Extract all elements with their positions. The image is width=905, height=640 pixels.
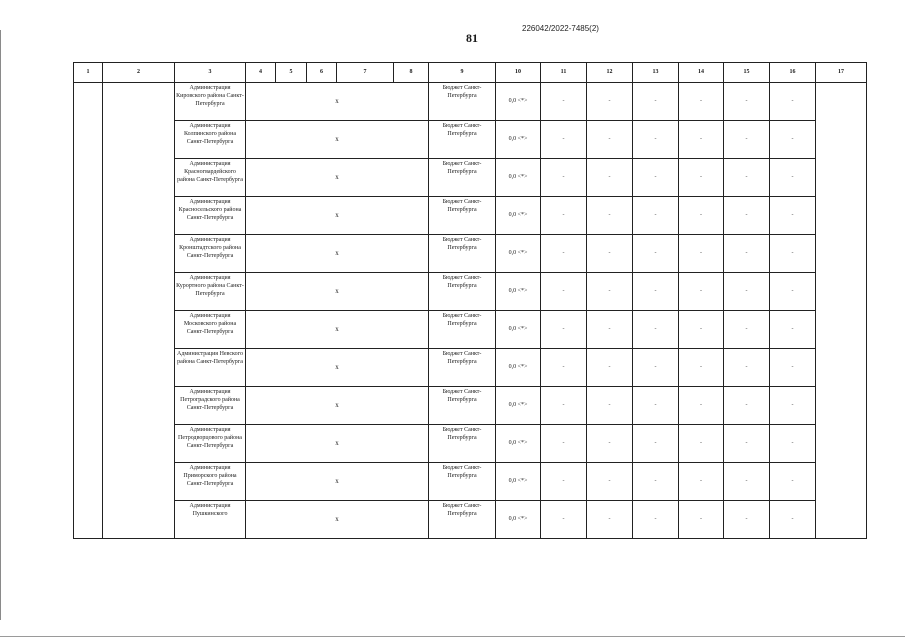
table-row: [74, 311, 867, 349]
col-header: 17: [816, 63, 867, 83]
cell-col16: -: [770, 425, 816, 463]
administration-name: Администрация Колпинского района Санкт-Петербурга: [175, 121, 246, 159]
page-number: 81: [466, 31, 478, 45]
administration-name: Администрация Приморского района Санкт-Петербурга: [175, 463, 246, 501]
cell-col15: -: [724, 425, 770, 463]
cell-col12: -: [587, 387, 633, 425]
cell-col16: -: [770, 349, 816, 387]
administration-name: Администрация Петроградского района Санкт-Петербурга: [175, 387, 246, 425]
col-header: 14: [679, 63, 724, 83]
header-row: [74, 63, 867, 83]
administration-name: Администрация Кронштадтского района Санкт-Петербурга: [175, 235, 246, 273]
x-mark: x: [246, 349, 429, 387]
col-header: 4: [246, 63, 276, 83]
col-header: 7: [337, 63, 394, 83]
x-mark: x: [246, 197, 429, 235]
administration-name: Администрация Красногвардейского района Санкт-Петербурга: [175, 159, 246, 197]
col2-merged-cell: [103, 83, 175, 539]
col-header: 5: [276, 63, 307, 83]
amount-value: 0,0 <*>: [496, 197, 541, 235]
cell-col14: -: [679, 159, 724, 197]
cell-col13: -: [633, 425, 679, 463]
cell-col13: -: [633, 349, 679, 387]
cell-col13: -: [633, 235, 679, 273]
amount-value: 0,0 <*>: [496, 311, 541, 349]
scan-bottom-border: [0, 636, 905, 637]
cell-col12: -: [587, 273, 633, 311]
cell-col15: -: [724, 235, 770, 273]
col-header: 2: [103, 63, 175, 83]
cell-col15: -: [724, 121, 770, 159]
cell-col11: -: [541, 425, 587, 463]
x-mark: x: [246, 463, 429, 501]
cell-col13: -: [633, 311, 679, 349]
x-mark: x: [246, 501, 429, 539]
administration-name: Администрация Невского района Санкт-Петербурга: [175, 349, 246, 387]
cell-col15: -: [724, 197, 770, 235]
x-mark: x: [246, 121, 429, 159]
col-header: 10: [496, 63, 541, 83]
cell-col12: -: [587, 159, 633, 197]
cell-col15: -: [724, 159, 770, 197]
amount-value: 0,0 <*>: [496, 501, 541, 539]
cell-col12: -: [587, 425, 633, 463]
table-row: [74, 273, 867, 311]
administration-name: Администрация Пушкинского: [175, 501, 246, 539]
cell-col12: -: [587, 463, 633, 501]
cell-col14: -: [679, 311, 724, 349]
cell-col16: -: [770, 83, 816, 121]
cell-col16: -: [770, 273, 816, 311]
funding-source: Бюджет Санкт-Петербурга: [429, 349, 496, 387]
cell-col14: -: [679, 83, 724, 121]
cell-col16: -: [770, 121, 816, 159]
x-mark: x: [246, 235, 429, 273]
cell-col16: -: [770, 197, 816, 235]
col-header: 6: [307, 63, 337, 83]
col-header: 13: [633, 63, 679, 83]
administration-name: Администрация Кировского района Санкт-Петербурга: [175, 83, 246, 121]
cell-col12: -: [587, 501, 633, 539]
amount-value: 0,0 <*>: [496, 235, 541, 273]
table-row: [74, 349, 867, 387]
cell-col16: -: [770, 387, 816, 425]
table-row: [74, 463, 867, 501]
col-header: 16: [770, 63, 816, 83]
col-header: 8: [394, 63, 429, 83]
cell-col13: -: [633, 159, 679, 197]
amount-value: 0,0 <*>: [496, 83, 541, 121]
cell-col15: -: [724, 387, 770, 425]
cell-col13: -: [633, 273, 679, 311]
administration-name: Администрация Петродворцового района Санкт-Петербурга: [175, 425, 246, 463]
table-row: [74, 235, 867, 273]
x-mark: x: [246, 425, 429, 463]
cell-col12: -: [587, 83, 633, 121]
col-header: 3: [175, 63, 246, 83]
cell-col13: -: [633, 83, 679, 121]
cell-col12: -: [587, 197, 633, 235]
document-id: 226042/2022-7485(2): [522, 24, 599, 33]
x-mark: x: [246, 83, 429, 121]
funding-source: Бюджет Санкт-Петербурга: [429, 197, 496, 235]
table-row: [74, 197, 867, 235]
cell-col11: -: [541, 311, 587, 349]
cell-col14: -: [679, 349, 724, 387]
cell-col11: -: [541, 387, 587, 425]
x-mark: x: [246, 273, 429, 311]
col-header: 12: [587, 63, 633, 83]
amount-value: 0,0 <*>: [496, 273, 541, 311]
cell-col14: -: [679, 197, 724, 235]
scan-left-border: [0, 30, 1, 620]
cell-col14: -: [679, 121, 724, 159]
funding-source: Бюджет Санкт-Петербурга: [429, 311, 496, 349]
cell-col13: -: [633, 121, 679, 159]
table-row: [74, 501, 867, 539]
funding-source: Бюджет Санкт-Петербурга: [429, 83, 496, 121]
administration-name: Администрация Курортного района Санкт-Петербурга: [175, 273, 246, 311]
cell-col15: -: [724, 463, 770, 501]
table-row: [74, 425, 867, 463]
cell-col13: -: [633, 197, 679, 235]
funding-source: Бюджет Санкт-Петербурга: [429, 235, 496, 273]
amount-value: 0,0 <*>: [496, 121, 541, 159]
cell-col13: -: [633, 463, 679, 501]
cell-col16: -: [770, 463, 816, 501]
cell-col11: -: [541, 159, 587, 197]
table-row: [74, 159, 867, 197]
cell-col16: -: [770, 501, 816, 539]
budget-table: [73, 62, 867, 539]
funding-source: Бюджет Санкт-Петербурга: [429, 501, 496, 539]
cell-col12: -: [587, 121, 633, 159]
cell-col13: -: [633, 387, 679, 425]
col17-merged-cell: [816, 83, 867, 539]
amount-value: 0,0 <*>: [496, 159, 541, 197]
cell-col15: -: [724, 273, 770, 311]
cell-col15: -: [724, 349, 770, 387]
administration-name: Администрация Московского района Санкт-Петербурга: [175, 311, 246, 349]
funding-source: Бюджет Санкт-Петербурга: [429, 387, 496, 425]
x-mark: x: [246, 159, 429, 197]
col-header: 1: [74, 63, 103, 83]
col-header: 11: [541, 63, 587, 83]
cell-col11: -: [541, 197, 587, 235]
col-header: 9: [429, 63, 496, 83]
cell-col15: -: [724, 501, 770, 539]
funding-source: Бюджет Санкт-Петербурга: [429, 425, 496, 463]
table-row: [74, 387, 867, 425]
cell-col16: -: [770, 159, 816, 197]
funding-source: Бюджет Санкт-Петербурга: [429, 463, 496, 501]
col1-merged-cell: [74, 83, 103, 539]
funding-source: Бюджет Санкт-Петербурга: [429, 121, 496, 159]
col-header: 15: [724, 63, 770, 83]
cell-col16: -: [770, 311, 816, 349]
cell-col11: -: [541, 501, 587, 539]
amount-value: 0,0 <*>: [496, 349, 541, 387]
x-mark: x: [246, 387, 429, 425]
table-row: [74, 83, 867, 121]
cell-col11: -: [541, 463, 587, 501]
cell-col14: -: [679, 501, 724, 539]
funding-source: Бюджет Санкт-Петербурга: [429, 159, 496, 197]
table-row: [74, 121, 867, 159]
cell-col14: -: [679, 463, 724, 501]
cell-col14: -: [679, 273, 724, 311]
cell-col13: -: [633, 501, 679, 539]
cell-col11: -: [541, 349, 587, 387]
cell-col14: -: [679, 387, 724, 425]
cell-col15: -: [724, 83, 770, 121]
cell-col15: -: [724, 311, 770, 349]
cell-col12: -: [587, 235, 633, 273]
x-mark: x: [246, 311, 429, 349]
amount-value: 0,0 <*>: [496, 387, 541, 425]
cell-col14: -: [679, 425, 724, 463]
funding-source: Бюджет Санкт-Петербурга: [429, 273, 496, 311]
cell-col16: -: [770, 235, 816, 273]
administration-name: Администрация Красносельского района Санкт-Петербурга: [175, 197, 246, 235]
amount-value: 0,0 <*>: [496, 463, 541, 501]
cell-col14: -: [679, 235, 724, 273]
amount-value: 0,0 <*>: [496, 425, 541, 463]
cell-col11: -: [541, 83, 587, 121]
cell-col11: -: [541, 273, 587, 311]
cell-col11: -: [541, 235, 587, 273]
cell-col12: -: [587, 349, 633, 387]
cell-col12: -: [587, 311, 633, 349]
cell-col11: -: [541, 121, 587, 159]
